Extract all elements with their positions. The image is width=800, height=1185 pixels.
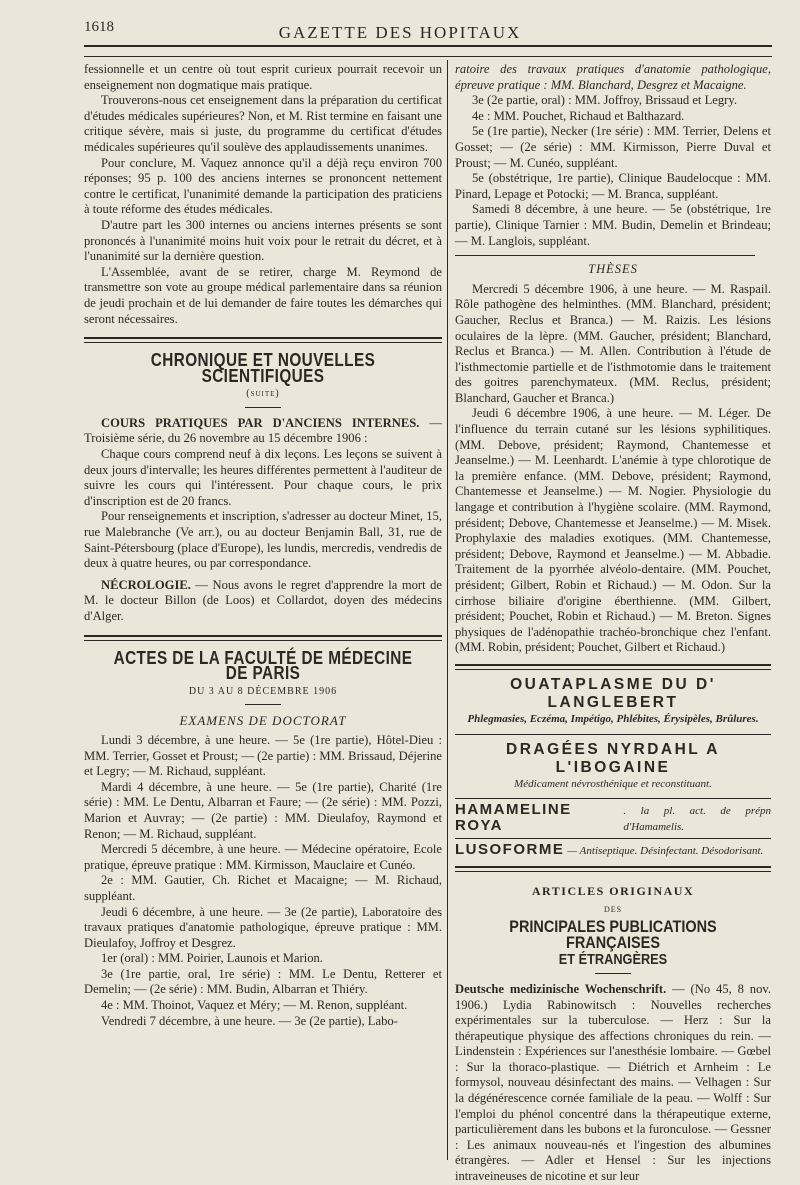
left-column (84, 62, 442, 1029)
section-title-actes: ACTES DE LA FACULTÉ DE MÉDECINE DE PARIS (113, 647, 413, 684)
exam-entry: 4e : MM. Thoinot, Vaquez et Méry; — M. Renon, suppléant. (101, 998, 408, 1013)
exam-entry: 3e (1re partie, oral, 1re série) : MM. Le Dentu, Retterer et Demelin; — (2e série) : MM. Budin, Albarran et Thiéry. (84, 966, 442, 997)
ad-name: HAMAMELINE ROYA (455, 801, 572, 834)
header-rule (84, 45, 772, 57)
ad-tagline: . la pl. act. de prépn d'Hamamelis. (623, 805, 771, 833)
short-rule (595, 973, 631, 974)
column-divider (447, 60, 448, 1160)
theses-entry: Jeudi 6 décembre 1906, à une heure. — M. Léger. De l'influence du terrain cutané sur les lésions syphilitiques. (MM. Debove, président; Raymond, Chantemesse et Jeanselme.) — M. Leenhardt. L'anémie à type chlorotique de la première enfance. (MM. Debove, président; Raymond, Chantemesse et Jeanselme.) — M. Nogier. Physiologie du langage et contribution à l'hygiène scolaire. (MM. Raymond, président; Debove, Chantemesse et Jeanselme.) — M. Misek. Prophylaxie des maladies exotiques. (MM. Chantemesse, président; Debove, Raymond et Jeanselme.) — M. Abbadie. Traitement de la pyorrhée alvéolo-dentaire. (MM. Pouchet, président; Gilbert, Robin et Richaud.) — M. Odon. Sur la cirrhose biliaire d'origine éberthienne. (MM. Gilbert, président; Pouchet, Robin et Richaud.) — M. Breton. Signes physiques de l'adénopathie trachéo-bronchique chez l'enfant. (MM. Robin, président; Pouchet, Gilbert et Richaud.) (455, 406, 771, 655)
exam-entry: Samedi 8 décembre, à une heure. — 5e (obstétrique, 1re partie), Clinique Tarnier : MM. Budin, Demelin et Brindeau; — M. Langlois, suppléant. (455, 202, 771, 248)
advertisement-hamameline (455, 802, 771, 835)
section-title-articles: ARTICLES ORIGINAUX (531, 883, 695, 898)
paragraph: D'autre part les 300 internes ou anciens internes présents se sont prononcés à l'unanimité moins huit voix pour le retrait du décret, et à l'unanimité sur la dernière question. (84, 217, 442, 264)
section-subtitle: (suite) (246, 388, 280, 400)
publication-entry (455, 982, 771, 1185)
exam-entry: Vendredi 7 décembre, à une heure. — 3e (2e partie), Labo- (101, 1013, 398, 1028)
section-title-etrangeres: ET ÉTRANGÈRES (558, 951, 668, 969)
exam-entry: 3e (2e partie, oral) : MM. Joffroy, Brissaud et Legry. (472, 93, 737, 108)
ad-tagline: Médicament névrosthénique et reconstituant. (514, 777, 712, 790)
exam-entry: Lundi 3 décembre, à une heure. — 5e (1re partie), Hôtel-Dieu : MM. Terrier, Gosset et Proust; — (2e partie) : MM. Brissaud, Déjerine et Legry; — M. Richaud, suppléant. (84, 732, 442, 779)
exam-entry: 5e (obstétrique, 1re partie), Clinique Baudelocque : MM. Pinard, Lepage et Potocki; — M. Branca, suppléant. (455, 171, 771, 201)
ad-rule (455, 798, 771, 799)
paragraph: Pour conclure, M. Vaquez annonce qu'il a déjà reçu environ 700 réponses; 95 p. 100 des anciens internes se prononcent nettement contre le certificat, l'unanimité demande la participation des praticiens à toute réforme des études médicales. (84, 155, 442, 217)
paragraph: Chaque cours comprend neuf à dix leçons. Les leçons se suivent à deux jours d'intervalle; les heures différentes permettent à l'auditeur de suivre les cours qui l'intéressent. Pour chaque cours, le prix d'inscription est de 20 francs. (84, 447, 442, 508)
paragraph: fessionnelle et un centre où tout esprit curieux pourrait recevoir un enseignement non dogmatique mais pratique. (84, 62, 442, 92)
ad-tagline: Phlegmasies, Eczéma, Impétigo, Phlébites, Érysipèles, Brûlures. (467, 712, 759, 725)
subsection-title-examens: EXAMENS DE DOCTORAT (179, 713, 347, 729)
short-rule (245, 407, 281, 408)
short-rule (245, 704, 281, 705)
ad-name: DRAGÉES NYRDAHL A L'IBOGAINE (506, 740, 720, 776)
section-title-publications: PRINCIPALES PUBLICATIONS FRANÇAISES (509, 917, 717, 952)
ad-name: LUSOFORME (455, 841, 565, 859)
section-title-des: DES (603, 904, 623, 914)
ads-rule (455, 664, 771, 670)
exam-entry: 2e : MM. Gautier, Ch. Richet et Macaigne; — M. Richaud, suppléant. (84, 873, 442, 903)
subsection-title-theses: THÈSES (588, 262, 638, 277)
exam-entry: 1er (oral) : MM. Poirier, Launois et Marion. (101, 951, 323, 966)
ad-rule (455, 838, 771, 839)
section-title-chronique: CHRONIQUE ET NOUVELLES SCIENTIFIQUES (150, 350, 376, 386)
exam-entry: Jeudi 6 décembre, à une heure. — 3e (2e partie), Laboratoire des travaux pratiques d'anatomie pathologique, épreuve pratique : MM. Dieulafoy, Joffroy et Desgrez. (84, 904, 442, 950)
ad-name: OUATAPLASME DU D' LANGLEBERT (510, 675, 716, 711)
section-rule (84, 635, 442, 641)
paragraph: Trouverons-nous cet enseignement dans la préparation du certificat d'études médicales supérieures? Non, et M. Rist termine en faisant une critique sévère, mais si juste, du programme du certificat d'études médicales supérieures qu'il soulève des applaudissements unanimes. (84, 93, 442, 154)
publication-name: Deutsche medizinische Wochenschrift. (455, 981, 667, 996)
ad-rule (455, 734, 771, 735)
news-item-cours (84, 416, 442, 447)
paragraph: Pour renseignements et inscription, s'adresser au docteur Minet, 15, rue Malebranche (Ve arr.), ou au docteur Benjamin Ball, 31, rue de Saint-Pétersbourg (place d'Europe), les lundis, mercredis, vendredis de deux à quatre heures, ou par correspondance. (84, 509, 442, 571)
news-item-necrologie (84, 578, 442, 625)
exam-entry: Mercredi 5 décembre, à une heure. — Médecine opératoire, Ecole pratique, épreuve pratique : MM. Kirmisson, Mauclaire et Cunéo. (84, 842, 442, 872)
ad-tagline: — Antiseptique. Désinfectant. Désodorisant. (567, 845, 764, 858)
exam-entry: Mardi 4 décembre, à une heure. — 5e (1re partie), Charité (1re série) : MM. Le Dentu, Albarran et Faure; — (2e série) : MM. Pozzi, Marion et Auvray; — (2e partie) : MM. Dieulafoy, Raymond et Renon; — M. Richaud, suppléant. (84, 779, 442, 841)
news-label: COURS PRATIQUES PAR D'ANCIENS INTERNES. (101, 415, 420, 430)
section-rule (84, 337, 442, 343)
section-dates: DU 3 AU 8 DÉCEMBRE 1906 (188, 685, 338, 697)
advertisement-ouataplasme (455, 676, 771, 728)
paragraph: L'Assemblée, avant de se retirer, charge M. Reymond de transmettre son vote au groupe médical parlementaire dans sa réunion de jeudi prochain et de lui demander de faire toutes les démarches qui seront nécessaires. (84, 264, 442, 326)
theses-entry: Mercredi 5 décembre 1906, à une heure. — M. Raspail. Rôle pathogène des helminthes. (MM. Blanchard, président; Gaucher, Reclus et Branca.) — M. Raizis. Les lésions oculaires de la lèpre. (MM. Gaucher, président; Blanchard, Reclus et Branca.) — M. Allen. Contribution à l'étude de l'isthmectomie partielle et de l'isthmotomie dans le traitement des goitres parenchymateux. (MM. Reclus, président; Blanchard, Gaucher et Branca.) (455, 281, 771, 405)
publication-text: — (No 45, 8 nov. 1906.) Lydia Rabinowitsch : Nouvelles recherches expérimentales sur la tuberculose. — Herz : Sur la thérapeutique physique des affections chroniques du rein. — Lindenstein : Expériences sur l'anesthésie lombaire. — Gœbel : Sur la thoraco-plastique. — Diétrich et Arnheim : Le formysol, nouveau désinfectant des mains. — Velhagen : Sur la dégénérescence cornée familiale de la peau. — Wolff : Sur l'emploi du phénol concentré dans la thérapeutique externe, particulièrement dans les bubons et la furonculose. — Gessner : Les animaux nouveau-nés et l'ingestion des albumines étrangères. — Adler et Hensel : Sur les injections intraveineuses de nicotine et sur leur (455, 981, 771, 1184)
right-column (455, 62, 771, 1185)
running-title: GAZETTE DES HOPITAUX (278, 23, 522, 42)
news-text: — Troisième série, du 26 novembre au 15 décembre 1906 : (84, 415, 443, 446)
ads-rule (455, 866, 771, 872)
news-text: — Nous avons le regret d'apprendre la mort de M. le docteur Billon (de Loos) et Collardot, doyen des médecins d'Alger. (84, 577, 442, 623)
exam-entry: 5e (1re partie), Necker (1re série) : MM. Terrier, Delens et Gosset; — (2e série) : MM. Kirmisson, Pierre Duval et Proust; — M. Cunéo, suppléant. (455, 124, 771, 170)
exam-entry: ratoire des travaux pratiques d'anatomie pathologique, épreuve pratique : MM. Blanchard, Desgrez et Macaigne. (455, 62, 771, 92)
subsection-rule (455, 255, 755, 256)
news-label: NÉCROLOGIE. (101, 577, 191, 592)
advertisement-dragees (455, 741, 771, 793)
exam-entry: 4e : MM. Pouchet, Richaud et Balthazard. (472, 108, 685, 123)
page-number: 1618 (84, 19, 114, 35)
advertisement-lusoforme (455, 842, 771, 860)
